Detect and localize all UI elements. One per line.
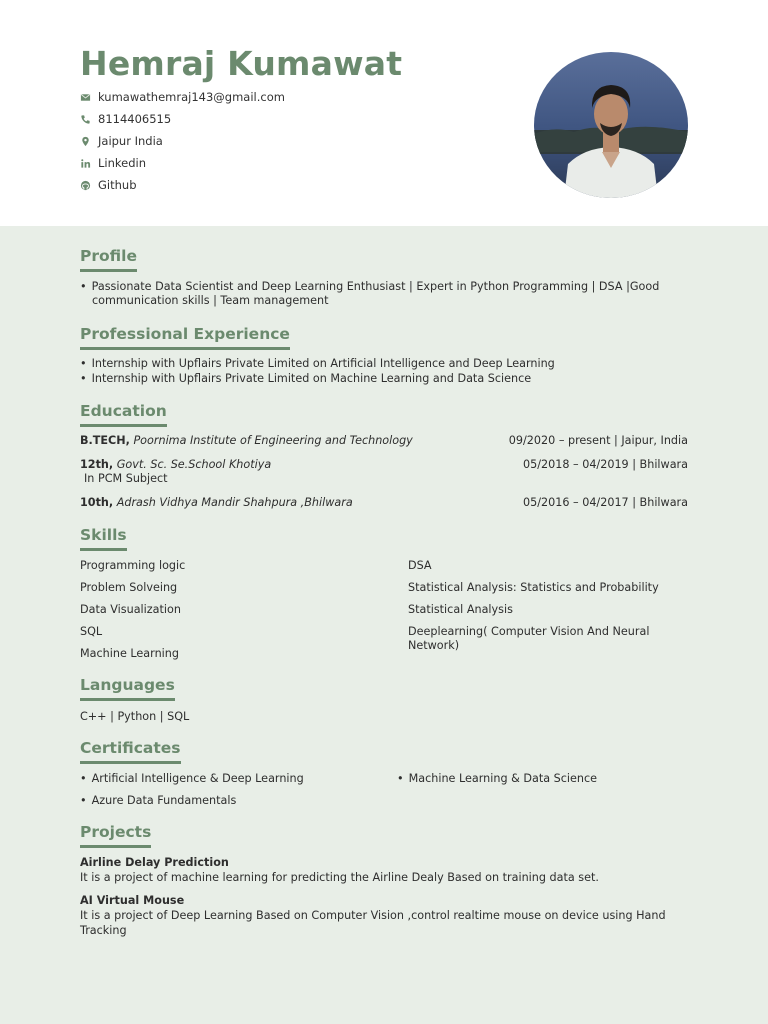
contact-github-text: Github (98, 178, 137, 192)
skill-item: SQL (80, 625, 103, 638)
section-title-experience: Professional Experience (80, 325, 290, 350)
resume-body (0, 226, 768, 1024)
section-title-profile: Profile (80, 247, 137, 272)
education-degree: B.TECH, (80, 434, 130, 447)
resume-header (0, 0, 768, 226)
candidate-name: Hemraj Kumawat (80, 44, 403, 83)
section-title-languages: Languages (80, 676, 175, 701)
skill-item: Deeplearning( Computer Vision And Neural (408, 625, 650, 638)
contact-email[interactable] (80, 86, 285, 108)
skill-item: DSA (408, 559, 432, 572)
section-title-projects: Projects (80, 823, 151, 848)
project-name: Airline Delay Prediction (80, 856, 229, 869)
section-title-certificates: Certificates (80, 739, 181, 764)
contact-phone[interactable] (80, 108, 285, 130)
skill-item-continued: Network) (408, 639, 460, 652)
project-description: It is a project of machine learning for predicting the Airline Dealy Based on training data set. (80, 871, 599, 884)
skill-item: Statistical Analysis (408, 603, 513, 616)
education-dates: 05/2018 – 04/2019 | Bhilwara (523, 458, 688, 471)
certificate-item: • Azure Data Fundamentals (80, 794, 236, 809)
project-description-continued: Tracking (80, 924, 127, 937)
education-degree: 12th, (80, 458, 114, 471)
education-dates: 05/2016 – 04/2017 | Bhilwara (523, 496, 688, 509)
education-entry (80, 496, 353, 511)
contact-linkedin-text: Linkedin (98, 156, 146, 170)
contact-phone-text: 8114406515 (98, 112, 172, 126)
education-dates: 09/2020 – present | Jaipur, India (508, 434, 688, 447)
education-entry (80, 458, 271, 473)
education-school: Govt. Sc. Se.School Khotiya (116, 458, 272, 471)
project-name: AI Virtual Mouse (80, 894, 185, 907)
experience-item: • Internship with Upflairs Private Limited on Artificial Intelligence and Deep Learning (80, 357, 555, 372)
contact-linkedin[interactable] (80, 152, 285, 174)
experience-item: • Internship with Upflairs Private Limited on Machine Learning and Data Science (80, 372, 531, 387)
skill-item: Programming logic (80, 559, 186, 572)
contact-github[interactable] (80, 174, 285, 196)
section-title-skills: Skills (80, 526, 127, 551)
contact-list (80, 86, 285, 196)
education-school: Adrash Vidhya Mandir Shahpura ,Bhilwara (116, 496, 353, 509)
github-icon (80, 180, 91, 191)
section-title-education: Education (80, 402, 167, 427)
certificate-item: • Machine Learning & Data Science (397, 772, 597, 787)
education-note: In PCM Subject (84, 472, 168, 485)
contact-location-text: Jaipur India (98, 134, 163, 148)
profile-text-line1: • Passionate Data Scientist and Deep Learning Enthusiast | Expert in Python Programming | DSA |Good (80, 280, 688, 295)
location-pin-icon (80, 136, 91, 147)
skill-item: Data Visualization (80, 603, 181, 616)
project-description: It is a project of Deep Learning Based on Computer Vision ,control realtime mouse on device using Hand (80, 909, 666, 922)
skill-item: Statistical Analysis: Statistics and Probability (408, 581, 659, 594)
profile-text-line2: communication skills | Team management (92, 294, 329, 307)
education-entry (80, 434, 413, 449)
contact-email-text: kumawathemraj143@gmail.com (98, 90, 285, 104)
languages-text: C++ | Python | SQL (80, 710, 190, 723)
contact-location (80, 130, 285, 152)
profile-photo (534, 52, 688, 198)
skill-item: Problem Solveing (80, 581, 178, 594)
education-school: Poornima Institute of Engineering and Technology (133, 434, 413, 447)
education-degree: 10th, (80, 496, 114, 509)
certificate-item: • Artificial Intelligence & Deep Learning (80, 772, 304, 787)
phone-icon (80, 114, 91, 125)
skill-item: Machine Learning (80, 647, 179, 660)
linkedin-icon (80, 158, 91, 169)
mail-icon (80, 92, 91, 103)
